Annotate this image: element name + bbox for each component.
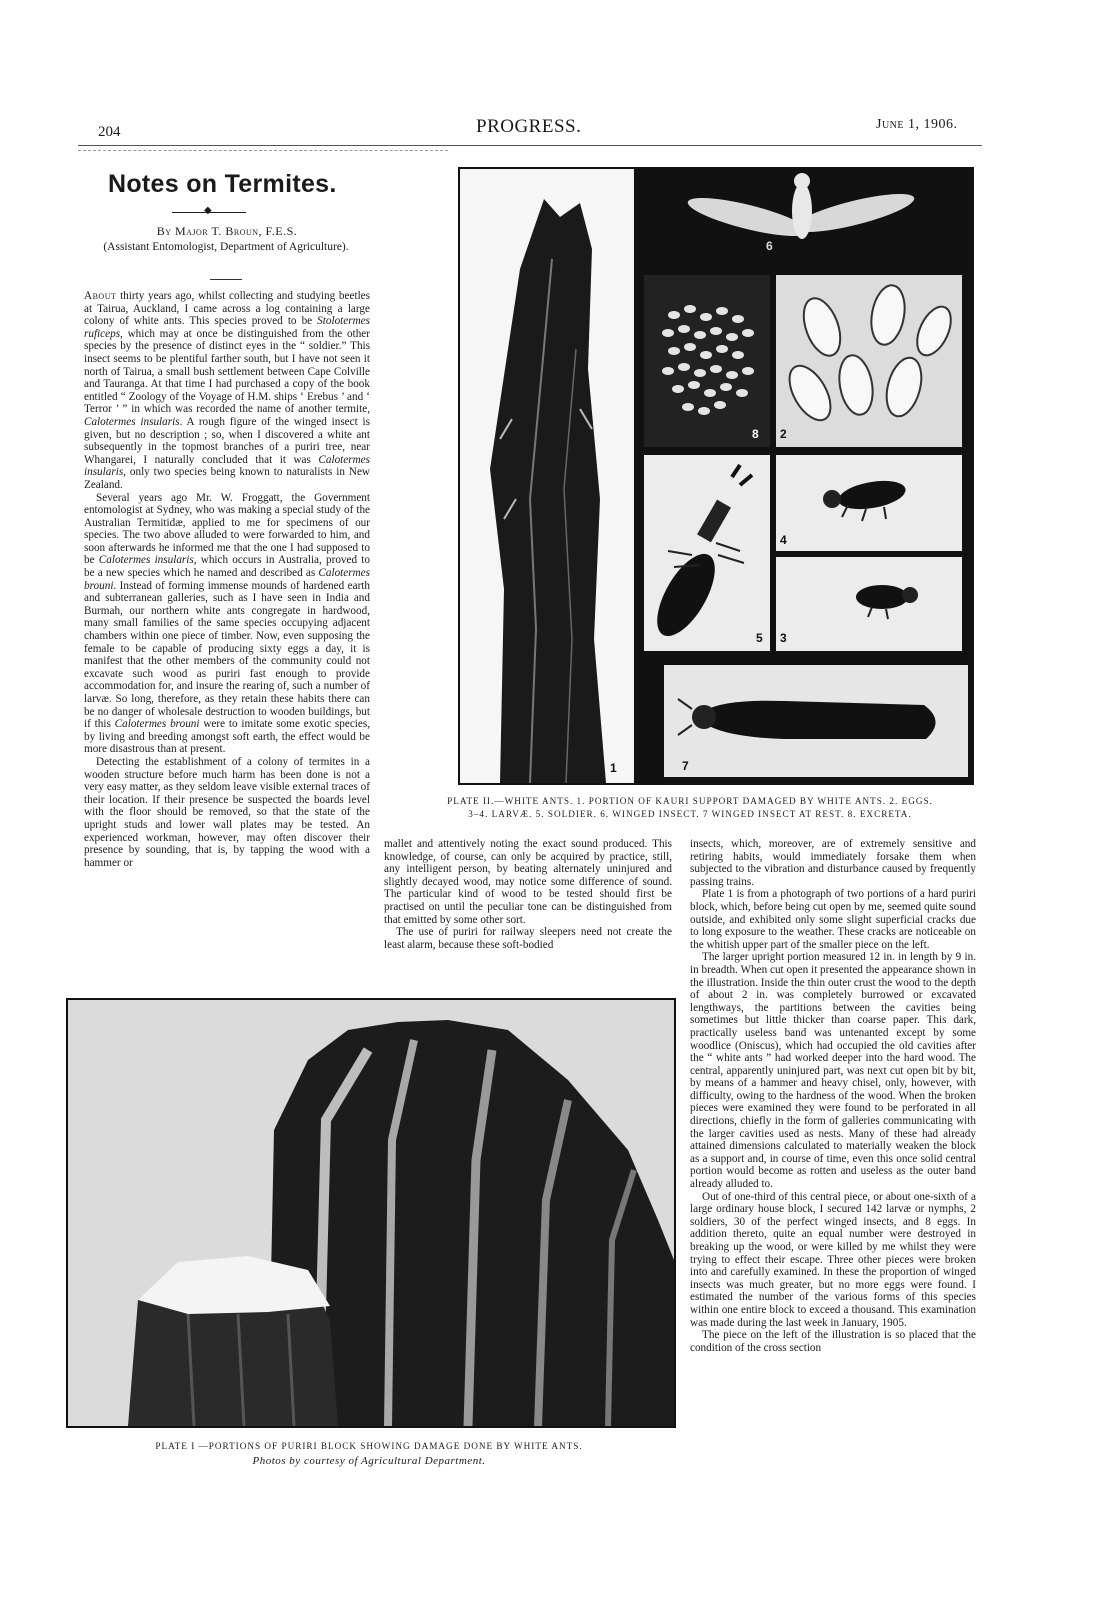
soldier-image (644, 455, 770, 651)
diamond-ornament-icon: ◆ (204, 205, 212, 216)
plate-1-photograph (66, 998, 676, 1428)
header-rule-secondary (78, 150, 448, 151)
excreta-frame (644, 275, 770, 447)
plate-2-photograph (458, 167, 974, 785)
plate-2-label-2: 2 (780, 427, 787, 441)
paragraph-2: Several years ago Mr. W. Froggatt, the Government entomologist at Sydney, who was making a special study of the Australian Termitidæ, applied to me for specimens of our species. The two above alluded to were forwarded to him, and soon afterwards he informed me that the one I had supposed to be Calotermes insularis, which occurs in Australia, proved to be a new species which he named and described as Calotermes brouni. Instead of forming immense mounds of hardened earth and subterranean galleries, such as I have seen in India and Burmah, our northern white ants congregate in hardwood, many small families of the same species occupying adjacent chambers within one piece of timber. Now, even supposing the female to be capable of producing sixty eggs a day, it is manifest that the other members of the community could not excavate such wood as puriri fast enough to provide accommodation for, and insure the rearing of, such a number of larvæ. So long, therefore, as they retain these habits there can be no danger of wholesale destruction to wooden buildings, but if this Calotermes brouni were to imitate some exotic species, by living and breeding amongst soft earth, the effect would be more disastrous than at present. (84, 491, 371, 756)
page-number: 204 (98, 124, 121, 140)
plate-2-label-5: 5 (756, 631, 763, 645)
header-rule (78, 145, 982, 146)
col2-paragraph-1: mallet and attentively noting the exact sound produced. This knowledge, of course, can only be acquired by practice, still, any intelligent person, by beating alternately uninjured and slightly decayed wood, may notice some difference of sound. The particular kind of wood to be tested should first be practised on until the peculiar tone can be distinguished from that emitted by some other sort. (384, 838, 672, 926)
plate-2-label-1: 1 (610, 761, 617, 775)
plate-2-label-7: 7 (682, 759, 689, 773)
insect-at-rest-frame (664, 665, 968, 777)
plate-2-label-6: 6 (766, 239, 773, 253)
issue-date: June 1, 1906. (876, 117, 958, 132)
col3-paragraph-1: insects, which, moreover, are of extremely sensitive and retiring habits, would immediately forsake them when subjected to the vibration and disturbance caused by frequently passing trains. (690, 838, 976, 888)
col3-paragraph-2: Plate 1 is from a photograph of two portions of a hard puriri block, which, before being cut open by me, seemed quite sound outside, and exhibited only some slight superficial cracks due to long exposure to the weather. These cracks are noticeable on the whitish upper part of the smaller piece on the left. (690, 888, 976, 951)
paragraph-1: About thirty years ago, whilst collecting and studying beetles at Tairua, Auckland, I came across a log containing a large colony of white ants. This species proved to be Stolotermes ruficeps, which may at once be distinguished from the other species by the presence of distinct eyes in the “ soldier.” This insect seems to be plentiful farther south, but I have not seen it north of Tairua, a small bush settlement between Cape Colville and Tauranga. At that time I had purchased a copy of the book entitled “ Zoology of the Voyage of H.M. ships ‘ Erebus ’ and ‘ Terror ’ ” in which was recorded the name of another termite, Calotermes insularis. A rough figure of the winged insect is given, but no description ; so, when I discovered a white ant subsequently in the topmost branches of a puriri tree, near Whangarei, I naturally concluded that it was Calotermes insularis, only two species being known to naturalists in New Zealand. (84, 290, 370, 491)
larva-4-image (776, 455, 962, 551)
column-2 (384, 838, 672, 951)
column-1 (84, 290, 370, 869)
excreta-image (644, 275, 770, 447)
larva-3-frame (776, 557, 962, 651)
larva-3-image (776, 557, 962, 651)
plate-2-label-4: 4 (780, 533, 787, 547)
plate-2-caption-line-1: PLATE II.—WHITE ANTS. 1. PORTION OF KAURI SUPPORT DAMAGED BY WHITE ANTS. 2. EGGS. (447, 796, 933, 806)
publication-title: PROGRESS. (476, 116, 582, 137)
winged-insect-image (678, 169, 928, 269)
plate-2-caption-line-2: 3–4. LARVÆ. 5. SOLDIER. 6. WINGED INSECT. 7 WINGED INSECT AT REST. 8. EXCRETA. (468, 809, 912, 819)
specimen-panel (634, 169, 972, 783)
plate-2-label-3: 3 (780, 631, 787, 645)
soldier-frame (644, 455, 770, 651)
insect-at-rest-image (664, 665, 968, 777)
eggs-frame (776, 275, 962, 447)
puriri-block-image (68, 1000, 674, 1426)
byline-rule (210, 279, 242, 280)
col3-paragraph-4: Out of one-third of this central piece, or about one-sixth of a large ordinary house block, I secured 142 larvæ or nymphs, 2 soldiers, 30 of the perfect winged insects, and 8 eggs. In addition thereto, quite an equal number were destroyed in breaking up the wood, or were killed by me whilst they were trying to effect their escape. Three other pieces were broken into and carefully examined. In these the proportion of winged insects was much greater, but no more eggs were found. I estimated the number of the various forms of this species within one entire block to exceed a thousand. This examination was made during the last week in January, 1905. (690, 1190, 976, 1329)
column-3 (690, 838, 976, 1354)
col3-paragraph-3: The larger upright portion measured 12 in. in length by 9 in. in breadth. When cut open it presented the appearance shown in the illustration. Inside the thin outer crust the wood to the depth of about 2 in. was completely burrowed or excavated lengthways, the partitions between the cavities being sometimes but little thicker than coarse paper. This dark, practically useless band was untenanted except by some woodlice (Oniscus), which had occupied the old cavities after the “ white ants ” had worked deeper into the hard wood. The central, apparently uninjured part, was next cut open bit by bit, by means of a hammer and heavy chisel, only, however, with difficulty, owing to the hardness of the wood. When the broken pieces were examined they were found to be perforated in all directions, chiefly in the form of galleries communicating with the larger cavities used as nests. Many of these had already attained dimensions calculated to materially weaken the block as a support and, in course of time, even this once solid central portion would become as rotten and useless as the outer band already alluded to. (690, 951, 976, 1191)
article-title: Notes on Termites. (108, 170, 337, 198)
larva-4-frame (776, 455, 962, 551)
eggs-image (776, 275, 962, 447)
col3-paragraph-5: The piece on the left of the illustration is so placed that the condition of the cross section (690, 1329, 976, 1354)
paragraph-3: Detecting the establishment of a colony of termites in a wooden structure before much harm has been done is not a very easy matter, as they seldom leave visible external traces of their location. If their presence be suspected the boards level with the floor should be removed, so that the state of the upright studs and lower wall plates may be tested. An experienced workman, however, may often discover their presence by sounding, that is, by tapping the wood with a hammer or (84, 755, 370, 869)
byline: By Major T. Broun, F.E.S. (156, 224, 298, 238)
col2-paragraph-2: The use of puriri for railway sleepers need not create the least alarm, because these soft-bodied (384, 926, 672, 951)
photo-credit: Photos by courtesy of Agricultural Department. (252, 1455, 486, 1467)
plate-1-caption: PLATE I —PORTIONS OF PURIRI BLOCK SHOWING DAMAGE DONE BY WHITE ANTS. (155, 1441, 583, 1451)
kauri-support-image (460, 169, 632, 783)
plate-2-label-8: 8 (752, 427, 759, 441)
affiliation: (Assistant Entomologist, Department of Agriculture). (103, 241, 349, 253)
